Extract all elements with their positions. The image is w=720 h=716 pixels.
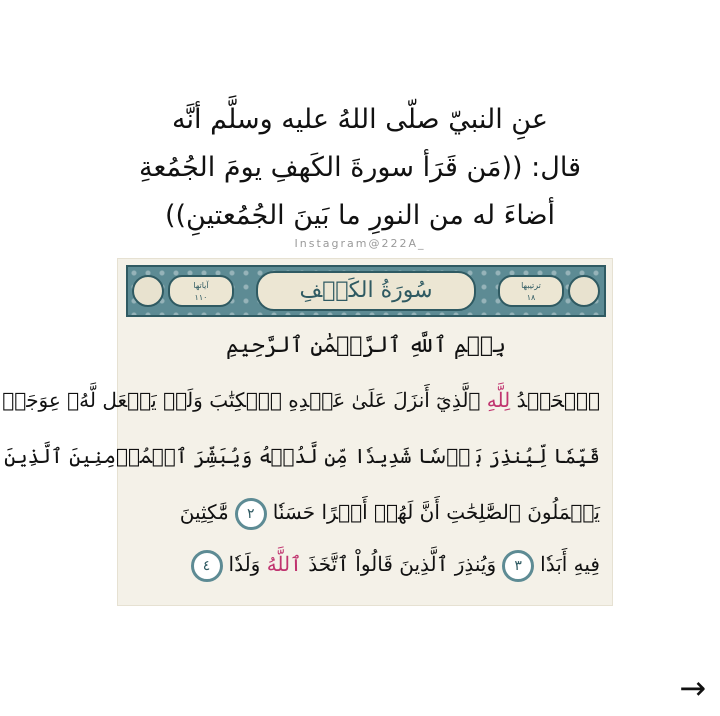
verse-line-2 — [4, 441, 600, 471]
surah-header — [126, 265, 606, 317]
verse-line-3 — [132, 497, 600, 530]
verse-text: وَلَدٗا — [228, 552, 267, 576]
surah-title-panel — [256, 271, 476, 311]
surah-verses-box — [168, 275, 234, 307]
surah-order-label: ترتيبها — [521, 281, 541, 290]
verse-line-1 — [2, 385, 600, 418]
verse-text: ٱلۡحَمۡدُ — [510, 388, 600, 412]
ayah-number-marker: ٤ — [191, 550, 223, 582]
next-arrow-icon[interactable]: → — [679, 669, 706, 707]
mushaf-page — [2, 258, 613, 606]
verse-text: قَيِّمٗا لِّيُنذِرَ بَأۡسٗا شَدِيدٗا مِّن لَّدُنۡهُ وَيُبَشِّرَ ٱلۡمُؤۡمِنِينَ ٱلَّذِينَ — [4, 444, 600, 468]
verse-text: ٱلَّذِيٓ أَنزَلَ عَلَىٰ عَبۡدِهِ ٱلۡكِتَٰبَ وَلَمۡ يَجۡعَل لَّهُۥ عِوَجَاۜ — [2, 388, 487, 412]
instagram-watermark: Instagram@222A_ — [294, 237, 426, 250]
verse-text-divine-name: ٱللَّهُ — [266, 552, 302, 576]
ayah-number-marker: ٣ — [502, 550, 534, 582]
hadith-line-3: أضاءَ له من النورِ ما بَينَ الجُمُعتينِ)) — [164, 200, 556, 231]
ayah-number-marker: ٢ — [235, 498, 267, 530]
ornament-right-icon — [568, 275, 600, 307]
verse-text: فِيهِ أَبَدٗا — [540, 552, 600, 576]
surah-order-value: ١٨ — [526, 293, 536, 302]
hadith-line-2: قال: ((مَن قَرَأ سورةَ الكَهفِ يومَ الجُمُعةِ — [139, 152, 581, 183]
surah-verses-label: آياتها — [193, 281, 209, 290]
surah-name: سُورَةُ الكَهۡفِ — [299, 278, 433, 303]
ornament-left-icon — [132, 275, 164, 307]
verse-text: وَيُنذِرَ ٱلَّذِينَ قَالُواْ ٱتَّخَذَ — [301, 552, 497, 576]
surah-verses-value: ١١٠ — [194, 293, 208, 302]
basmala: بِسۡمِ ٱللَّهِ ٱلرَّحۡمَٰنِ ٱلرَّحِيمِ — [225, 333, 507, 358]
verse-text: يَعۡمَلُونَ ٱلصَّٰلِحَٰتِ أَنَّ لَهُمۡ أَجۡرًا حَسَنٗا — [272, 500, 600, 524]
surah-order-box — [498, 275, 564, 307]
verse-text-divine-name: لِلَّهِ — [486, 388, 511, 412]
verse-text: مَّٰكِثِينَ — [179, 500, 229, 524]
verse-line-4 — [132, 549, 600, 582]
hadith-line-1: عنِ النبيّ صلّى اللهُ عليه وسلَّم أنَّه — [172, 104, 548, 135]
